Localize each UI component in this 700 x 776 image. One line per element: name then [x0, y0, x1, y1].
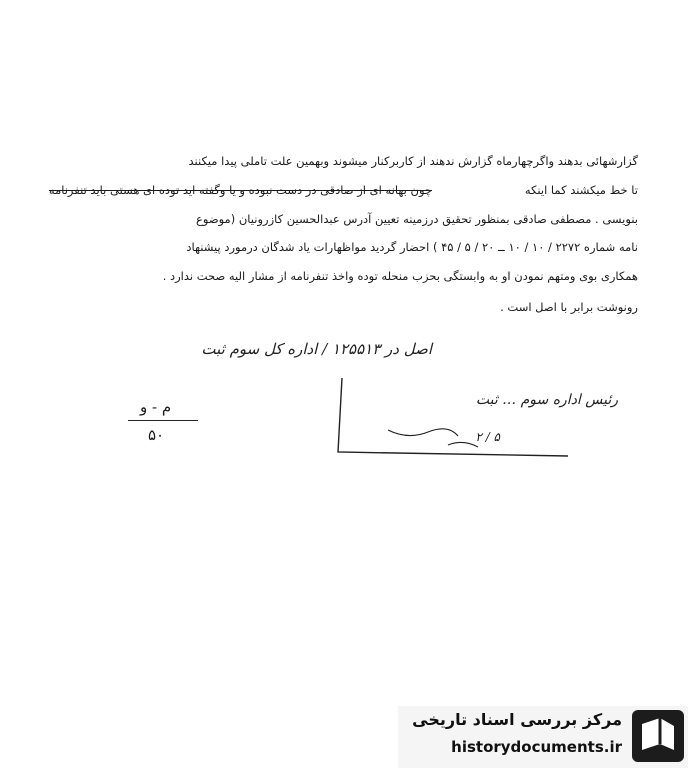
watermark-title: مرکز بررسی اسناد تاریخی — [412, 710, 622, 729]
fraction-line — [128, 420, 198, 421]
watermark-url: historydocuments.ir — [451, 738, 622, 756]
text-line-4: نامه شماره ۲۲۷۲ / ۱۰ / ۱۰ ــ ۲۰ / ۵ / ۴۵ ) احضار گردید مواظهارات یاد شدگان درمورد پیشنهاد — [186, 240, 638, 254]
fraction-bottom: ۵۰ — [148, 426, 165, 444]
text-line-6: رونوشت برابر با اصل است . — [500, 300, 638, 314]
watermark — [398, 706, 688, 768]
signature-strokes — [328, 370, 628, 470]
book-logo-icon — [630, 708, 686, 764]
text-line-2: تا خط میکشند کما اینکه — [524, 183, 638, 197]
text-line-1: گزارشهائی بدهند واگرچهارماه گزارش ندهند از کاربرکنار میشوند وبهمین علت تاملی پیدا میکنند — [188, 154, 638, 168]
text-line-2-struck: چون بهانه ای از صادقی در دست نبوده و یا وگفته اید توده ای هستی باید تنفرنامه — [48, 183, 432, 197]
handwritten-reference: اصل در ۱۲۵۵۱۳ / اداره کل سوم ثبت — [201, 340, 432, 358]
text-line-3: بنویسی . مصطفی صادقی بمنظور تحقیق درزمینه تعیین آدرس عبدالحسین کازرونیان (موضوع — [196, 212, 638, 226]
text-line-5: همکاری بوی ومتهم نمودن او به وابستگی بحزب منحله توده واخذ تنفرنامه از مشار الیه صحت ندارد . — [162, 269, 638, 283]
fraction-top: م - و — [140, 398, 172, 416]
handwritten-signature: رئیس اداره سوم … ثبت — [475, 392, 618, 408]
handwritten-note: ۵ / ۲ — [475, 430, 500, 444]
